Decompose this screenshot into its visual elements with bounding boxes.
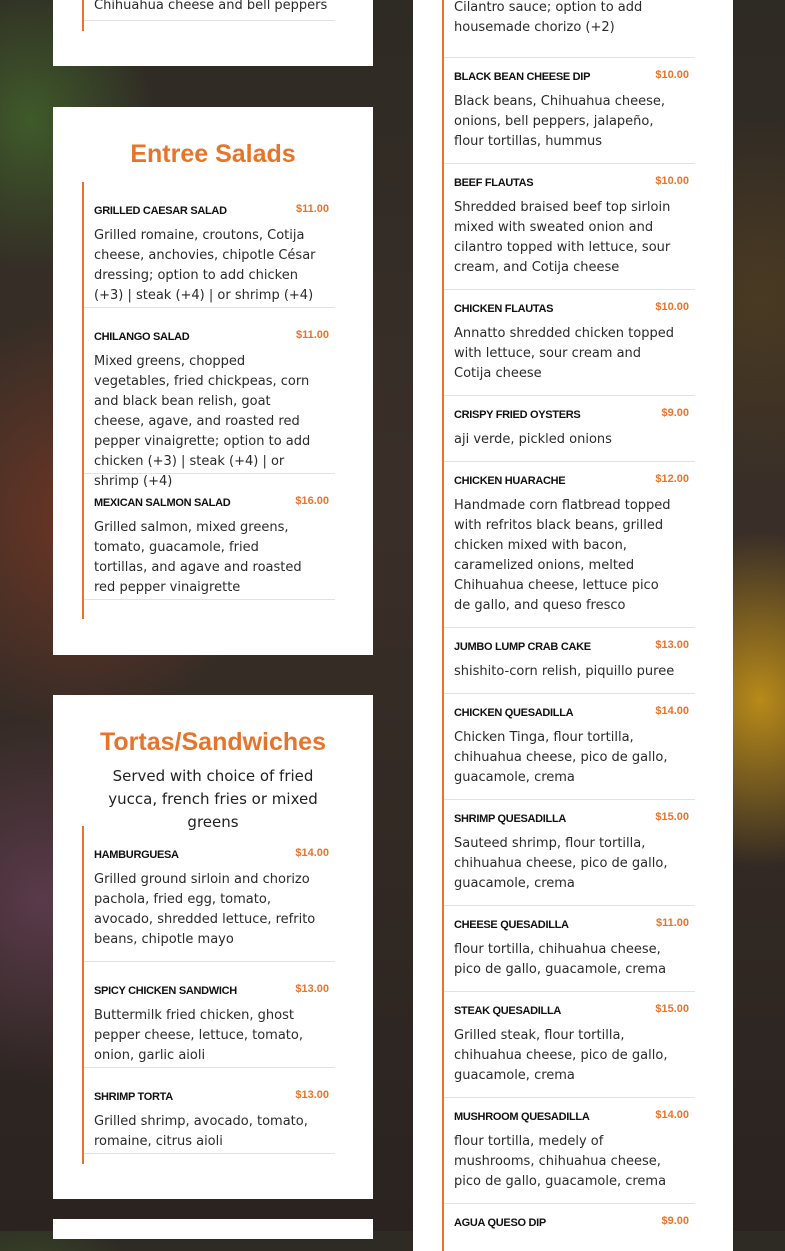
section-subtitle: Served with choice of fried yucca, french fries or mixed greens — [108, 767, 318, 831]
menu-item — [444, 396, 695, 462]
item-price: $13.00 — [295, 983, 329, 995]
menu-item — [444, 992, 695, 1098]
item-description: Chicken Tinga, flour tortilla, chihuahua cheese, pico de gallo, guacamole, crema — [454, 730, 668, 785]
item-description: shishito-corn relish, piquillo puree — [454, 664, 675, 679]
item-description: Grilled steak, flour tortilla, chihuahua cheese, pico de gallo, guacamole, crema — [454, 1028, 668, 1083]
section-title: Entree Salads — [130, 140, 296, 168]
item-description: aji verde, pickled onions — [454, 432, 612, 447]
item-description: Grilled shrimp, avocado, tomato, romaine, citrus aioli — [94, 1114, 308, 1149]
top-left-items — [82, 0, 335, 31]
item-price: $11.00 — [295, 329, 329, 341]
item-description: Grilled ground sirloin and chorizo pachola, fried egg, tomato, avocado, shredded lettuce, refrito beans, chipotle mayo — [94, 872, 316, 947]
menu-item — [444, 1098, 695, 1204]
menu-item — [444, 906, 695, 992]
right-column-card — [413, 0, 733, 1251]
item-price: $15.00 — [655, 1003, 689, 1015]
menu-item — [444, 58, 695, 164]
item-name: STEAK QUESADILLA — [454, 1005, 562, 1017]
item-description: Sauteed shrimp, flour tortilla, chihuahua cheese, pico de gallo, guacamole, crema — [454, 836, 668, 891]
item-description: Grilled romaine, croutons, Cotija cheese, anchovies, chipotle César dressing; option to add chicken (+3) | steak (+4) | or shrimp (+4) — [94, 228, 316, 303]
item-price: $9.00 — [661, 407, 689, 419]
bottom-left-card — [53, 1219, 373, 1239]
menu-item — [444, 1204, 695, 1244]
right-column-items — [442, 0, 695, 1251]
item-name: JUMBO LUMP CRAB CAKE — [454, 641, 591, 653]
menu-item — [84, 826, 335, 962]
item-price: $9.00 — [661, 1215, 689, 1227]
menu-item — [84, 962, 335, 1068]
item-description: Cilantro sauce; option to add housemade chorizo (+2) — [454, 0, 643, 35]
item-name: CHICKEN HUARACHE — [454, 475, 566, 487]
item-description: Mixed greens, chopped vegetables, fried chickpeas, corn and black bean relish, goat cheese, agave, and roasted red pepper vinaigrette; option to add chicken (+3) | steak (+4) | or shrimp (+4) — [94, 354, 311, 489]
item-name: GRILLED CAESAR SALAD — [94, 205, 227, 217]
entree-salads-card — [53, 107, 373, 655]
item-name: CHILANGO SALAD — [94, 331, 190, 343]
item-name: MUSHROOM QUESADILLA — [454, 1111, 590, 1123]
item-name: CHICKEN FLAUTAS — [454, 303, 554, 315]
item-price: $14.00 — [655, 705, 689, 717]
item-name: BLACK BEAN CHEESE DIP — [454, 71, 591, 83]
menu-item — [444, 0, 695, 58]
item-description: flour tortilla, medely of mushrooms, chihuahua cheese, pico de gallo, guacamole, crema — [454, 1134, 667, 1189]
item-price: $15.00 — [655, 811, 689, 823]
tortas-card — [53, 695, 373, 1199]
menu-item — [84, 308, 335, 489]
item-description: Buttermilk fried chicken, ghost pepper cheese, lettuce, tomato, onion, garlic aioli — [94, 1008, 303, 1063]
item-price: $11.00 — [655, 917, 689, 929]
menu-item — [444, 694, 695, 800]
item-name: CHEESE QUESADILLA — [454, 919, 569, 931]
menu-item — [444, 290, 695, 396]
item-name: CRISPY FRIED OYSTERS — [454, 409, 581, 421]
item-name: SHRIMP QUESADILLA — [454, 813, 567, 825]
item-name: BEEF FLAUTAS — [454, 177, 534, 189]
item-name: SHRIMP TORTA — [94, 1091, 173, 1103]
entree-salads-items — [82, 182, 335, 619]
item-name: CHICKEN QUESADILLA — [454, 707, 574, 719]
item-description: Annatto shredded chicken topped with lettuce, sour cream and Cotija cheese — [454, 326, 674, 381]
item-description: Shredded braised beef top sirloin mixed with sweated onion and cilantro topped with lettuce, sour cream, and Cotija cheese — [454, 200, 671, 275]
item-name: AGUA QUESO DIP — [454, 1217, 546, 1229]
menu-item — [84, 1068, 335, 1154]
menu-item — [84, 182, 335, 308]
item-description: flour tortilla, chihuahua cheese, pico de gallo, guacamole, crema — [454, 942, 667, 977]
menu-item — [84, 474, 335, 600]
item-price: $16.00 — [295, 495, 329, 507]
item-price: $10.00 — [655, 69, 689, 81]
top-left-card — [53, 0, 373, 66]
item-price: $12.00 — [655, 473, 689, 485]
item-name: HAMBURGUESA — [94, 849, 179, 861]
item-name: SPICY CHICKEN SANDWICH — [94, 985, 237, 997]
item-name: MEXICAN SALMON SALAD — [94, 497, 231, 509]
item-price: $13.00 — [655, 639, 689, 651]
menu-item — [444, 462, 695, 628]
item-price: $10.00 — [655, 301, 689, 313]
item-description: Grilled salmon, mixed greens, tomato, guacamole, fried tortillas, and agave and roasted red pepper vinaigrette — [94, 520, 302, 595]
item-price: $14.00 — [295, 847, 329, 859]
item-price: $11.00 — [295, 203, 329, 215]
item-description: Handmade corn flatbread topped with refritos black beans, grilled chicken mixed with bacon, caramelized onions, melted Chihuahua cheese, lettuce pico de gallo, and queso fresco — [454, 498, 671, 613]
item-price: $13.00 — [295, 1089, 329, 1101]
section-title: Tortas/Sandwiches — [100, 728, 326, 756]
item-price: $14.00 — [655, 1109, 689, 1121]
menu-item — [444, 628, 695, 694]
item-description: Chihuahua cheese and bell peppers — [94, 0, 328, 13]
menu-item — [84, 0, 335, 21]
menu-item — [444, 800, 695, 906]
item-price: $10.00 — [655, 175, 689, 187]
menu-item — [444, 164, 695, 290]
item-description: Black beans, Chihuahua cheese, onions, bell peppers, jalapeño, flour tortillas, hummus — [454, 94, 666, 149]
tortas-items — [82, 826, 335, 1164]
